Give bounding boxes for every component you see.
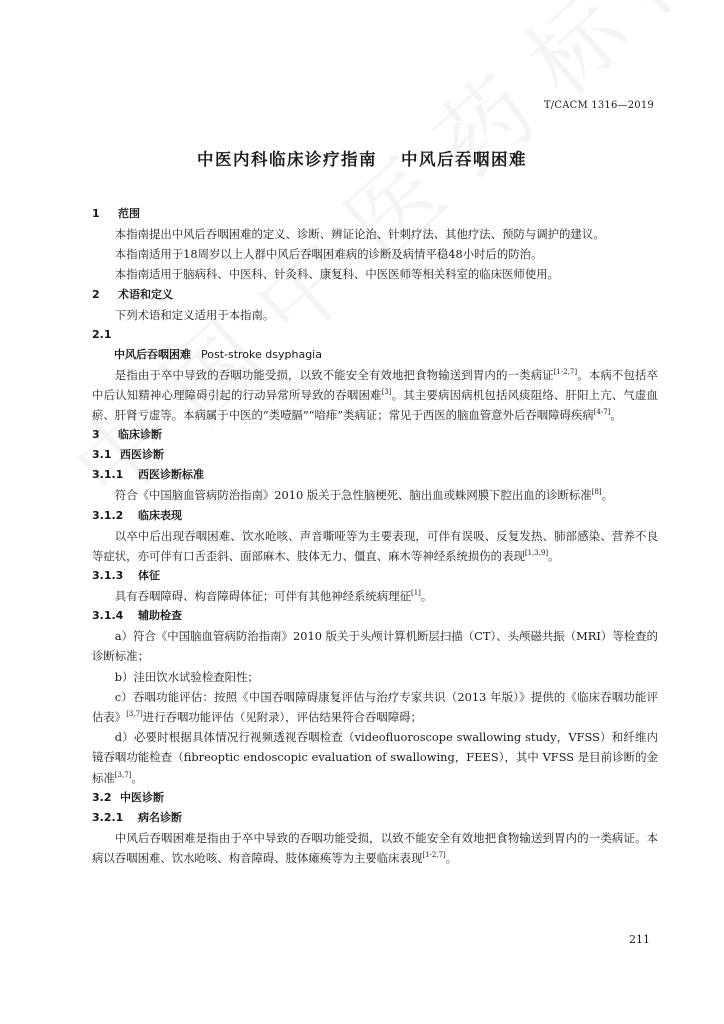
paragraph: 以卒中后出现吞咽困难、饮水呛咳、声音嘶哑等为主要表现，可伴有误吸、反复发热、肺部感染、营养不良等症状，亦可伴有口舌歪斜、面部麻木、肢体无力、僵直、麻木等神经系统损伤的表现[1,3,9]。 <box>92 528 658 563</box>
section-3-1-3-heading: 3.1.3 体征 <box>92 569 160 583</box>
section-3-heading: 3 临床诊断 <box>92 428 162 442</box>
section-3-2-heading: 3.2 中医诊断 <box>92 790 164 804</box>
citation: [3,7] <box>126 710 143 719</box>
citation: [1-2,7] <box>553 367 578 376</box>
citation: [3] <box>381 388 392 397</box>
section-2-heading: 2 术语和定义 <box>92 287 173 301</box>
paragraph: 本指南提出中风后吞咽困难的定义、诊断、辨证论治、针刺疗法、其他疗法、预防与调护的建议。 <box>114 227 605 241</box>
section-3-1-2-heading: 3.1.2 临床表现 <box>92 508 182 522</box>
paragraph: 符合《中国脑血管病防治指南》2010 版关于急性脑梗死、脑出血或蛛网膜下腔出血的诊断标准[8]。 <box>114 488 613 503</box>
paragraph: 是指由于卒中导致的吞咽功能受损，以致不能安全有效地把食物输送到胃内的一类病证[1-2,7]。本病不包括卒中后认知精神心理障碍引起的行动异常所导致的吞咽困难[3]。其主要病因病机包括风痰阻络、肝阳上亢、气虚血瘀、肝肾亏虚等。本病属于中医的“类噎膈”“喑痱”类病证；常见于西医的脑血管意外后吞咽障碍疾病[4-7]。 <box>92 367 658 423</box>
citation: [8] <box>591 488 602 497</box>
list-item: a）符合《中国脑血管病防治指南》2010 版关于头颅计算机断层扫描（CT）、头颅磁共振（MRI）等检查的诊断标准； <box>92 629 658 664</box>
title-part-1: 中医内科临床诊疗指南 <box>197 150 377 169</box>
paragraph: 本指南适用于脑病科、中医科、针灸科、康复科、中医医师等相关科室的临床医师使用。 <box>114 267 560 282</box>
term-definition-title: 中风后吞咽困难 Post-stroke dsyphagia <box>114 347 322 361</box>
section-1-heading: 1 范围 <box>92 207 140 220</box>
paragraph: 中风后吞咽困难是指由于卒中导致的吞咽功能受损，以致不能安全有效地把食物输送到胃内的一类病证。本病以吞咽困难、饮水呛咳、构音障碍、肢体瘫痪等为主要临床表现[1-2,7]。 <box>92 830 658 866</box>
section-3-1-1-heading: 3.1.1 西医诊断标准 <box>92 468 204 482</box>
standard-number: T/CACM 1316—2019 <box>543 100 654 111</box>
document-body <box>92 204 658 868</box>
paragraph: 具有吞咽障碍、构音障碍体征；可伴有其他神经系统病理征[1]。 <box>114 589 433 604</box>
section-3-2-1-heading: 3.2.1 病名诊断 <box>92 810 182 824</box>
citation: [1,3,9] <box>524 548 549 557</box>
list-item: c）吞咽功能评估：按照《中国吞咽障碍康复评估与治疗专家共识（2013 年版）》提供的《临床吞咽功能评估表》[3,7]进行吞咽功能评估（见附录），评估结果符合吞咽障碍； <box>92 689 658 725</box>
page-title <box>0 146 724 170</box>
paragraph: 下列术语和定义适用于本指南。 <box>114 307 275 322</box>
citation: [1-2,7] <box>422 851 446 860</box>
list-item: d）必要时根据具体情况行视频透视吞咽检查（videofluoroscope swallowing study，VFSS）和纤维内镜吞咽功能检查（fibreoptic endoscopic evaluation of swallowing，FEES），其中 VFSS 是目前诊断的金标准[3,7]。 <box>92 730 658 785</box>
list-item: b）洼田饮水试验检查阳性； <box>114 669 259 684</box>
section-2-1-heading: 2.1 <box>92 327 112 341</box>
section-3-1-heading: 3.1 西医诊断 <box>92 448 164 462</box>
paragraph: 本指南适用于18周岁以上人群中风后吞咽困难病的诊断及病情平稳48小时后的防治。 <box>114 247 543 262</box>
page-number: 211 <box>629 933 650 946</box>
citation: [4-7] <box>593 408 611 417</box>
citation: [1] <box>410 589 421 598</box>
citation: [3,7] <box>114 770 132 779</box>
title-part-2: 中风后吞咽困难 <box>401 150 527 169</box>
section-3-1-4-heading: 3.1.4 辅助检查 <box>92 609 182 623</box>
